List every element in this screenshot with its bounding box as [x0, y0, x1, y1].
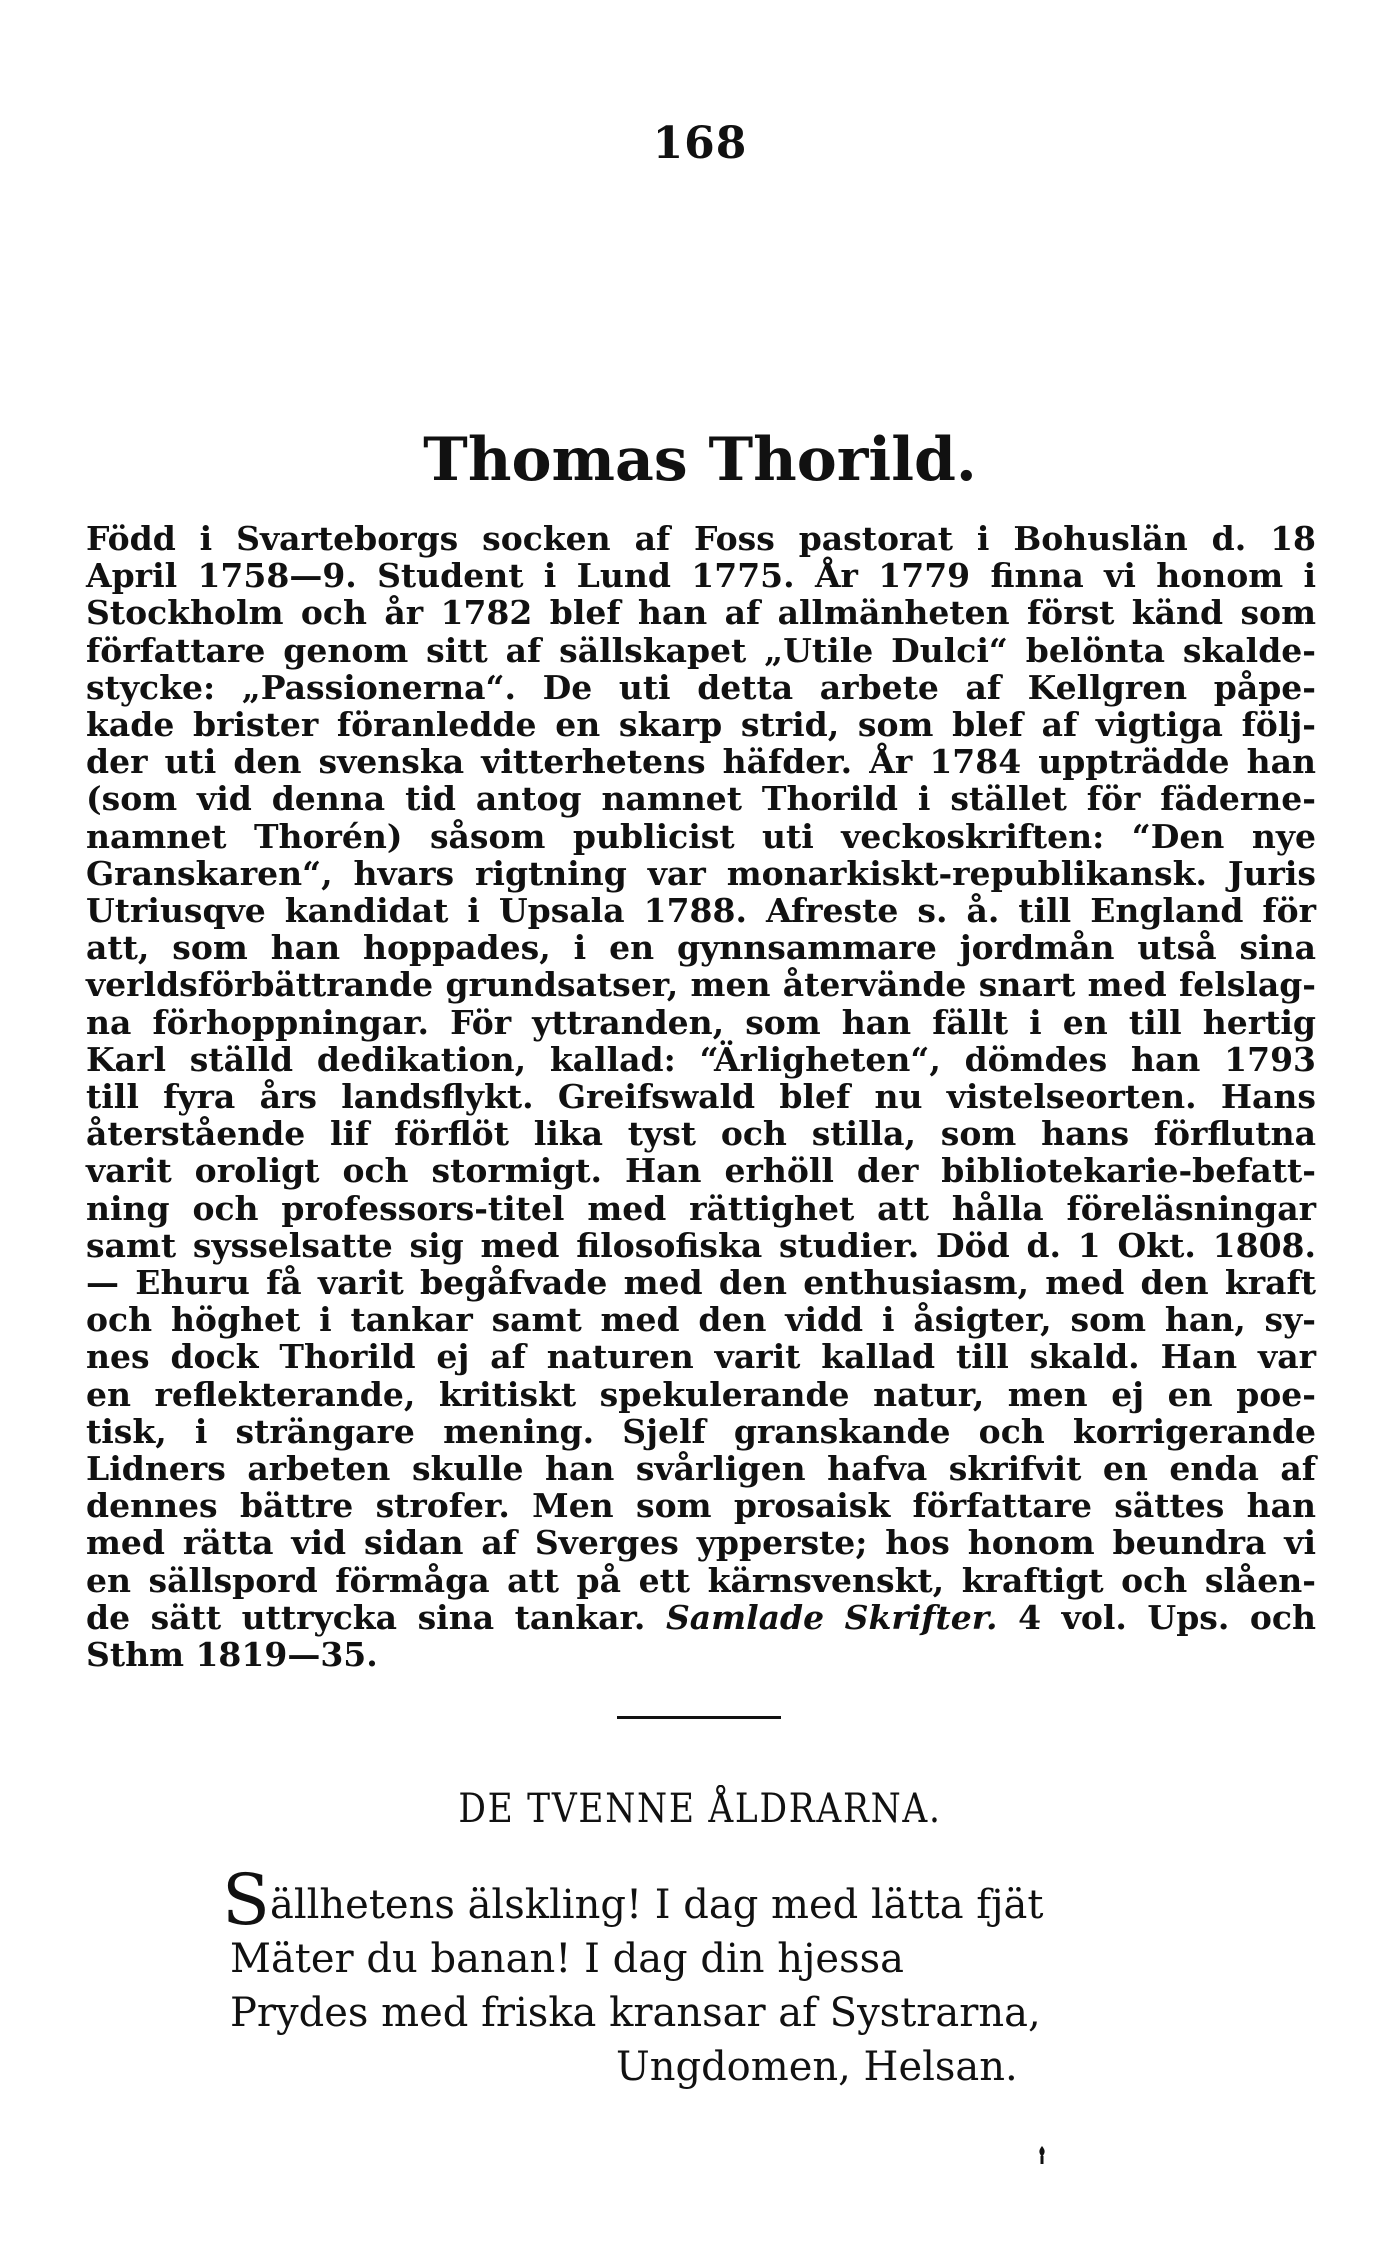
page-title: Thomas Thorild. [423, 425, 977, 495]
text-line: samt sysselsatte sig med filosofiska studier. Död d. 1 Okt. 1808. [86, 1225, 1316, 1265]
text-line: en sällspord förmåga att på ett kärnsvenskt, kraftigt och slåen- [86, 1560, 1316, 1600]
text-line: Granskaren“, hvars rigtning var monarkiskt-republikansk. Juris [86, 853, 1316, 893]
text-line: Född i Svarteborgs socken af Foss pastorat i Bohuslän d. 18 [86, 519, 1316, 558]
works-details: 4 vol. Ups. och [997, 1597, 1316, 1637]
text-line: författare genom sitt af sällskapet „Utile Dulci“ belönta skalde- [86, 630, 1316, 670]
text-line: namnet Thorén) såsom publicist uti veckoskriften: “Den nye [86, 816, 1316, 856]
text-line: verldsförbättrande grundsatser, men återvände snart med felslag- [86, 965, 1316, 1005]
text-line: Karl ställd dedikation, kallad: “Ärligheten“, dömdes han 1793 [86, 1039, 1316, 1079]
fleuron-icon [1030, 2143, 1054, 2167]
text-line: de sätt uttrycka sina tankar. [86, 1597, 646, 1637]
text-line: Utriusqve kandidat i Upsala 1788. Afreste s. å. till England för [86, 891, 1316, 931]
text-line: ning och professors-titel med rättighet att hålla föreläsningar [86, 1188, 1316, 1228]
page-number: 168 [652, 118, 748, 169]
poem-line: Prydes med friska kransar af Systrarna, [230, 1990, 1041, 2036]
text-line: dennes bättre strofer. Men som prosaisk författare sättes han [86, 1486, 1316, 1526]
text-line: (som vid denna tid antog namnet Thorild i stället för fäderne- [86, 779, 1316, 819]
poem-stanza [222, 1859, 1230, 2094]
text-line: återstående lif förflöt lika tyst och stilla, som hans förflutna [86, 1114, 1316, 1154]
poem-title: DE TVENNE ÅLDRARNA. [458, 1786, 942, 1832]
text-line: varit oroligt och stormigt. Han erhöll der bibliotekarie-befatt- [86, 1151, 1316, 1191]
citation-line [86, 1599, 1316, 1636]
biography-paragraph [86, 520, 1316, 1673]
poem-line-text: ällhetens älskling! I dag med lätta fjät [269, 1882, 1044, 1928]
text-line: kade brister föranledde en skarp strid, som blef af vigtiga följ- [86, 705, 1316, 745]
text-line: att, som han hoppades, i en gynnsammare jordmån utså sina [86, 928, 1316, 968]
poem-line: Mäter du banan! I dag din hjessa [230, 1936, 904, 1982]
text-line: Stockholm och år 1782 blef han af allmänheten först känd som [86, 593, 1316, 633]
text-line: — Ehuru få varit begåfvade med den enthusiasm, med den kraft [86, 1263, 1316, 1303]
text-line: med rätta vid sidan af Sverges ypperste; hos honom beundra vi [86, 1523, 1316, 1563]
text-line: nes dock Thorild ej af naturen varit kallad till skald. Han var [86, 1337, 1316, 1377]
text-line: Lidners arbeten skulle han svårligen hafva skrifvit en enda af [86, 1449, 1316, 1489]
drop-cap: S [222, 1859, 270, 1941]
text-line: der uti den svenska vitterhetens häfder. År 1784 uppträdde han [86, 742, 1316, 782]
poem-line: Ungdomen, Helsan. [616, 2044, 1018, 2090]
text-line: na förhoppningar. För yttranden, som han fällt i en till hertig [86, 1002, 1316, 1042]
section-divider [617, 1716, 781, 1719]
text-line: till fyra års landsflykt. Greifswald blef nu vistelseorten. Hans [86, 1077, 1316, 1117]
text-line: och höghet i tankar samt med den vidd i åsigter, som han, sy- [86, 1300, 1316, 1340]
works-title: Samlade Skrifter. [665, 1597, 998, 1637]
citation-last-line: Sthm 1819—35. [86, 1635, 378, 1675]
text-line: en reflekterande, kritiskt spekulerande natur, men ej en poe- [86, 1374, 1316, 1414]
text-line: April 1758—9. Student i Lund 1775. År 1779 finna vi honom i [86, 556, 1316, 596]
text-line: stycke: „Passionerna“. De uti detta arbete af Kellgren påpe- [86, 667, 1316, 707]
poem-line [222, 1859, 1230, 1941]
text-line: tisk, i strängare mening. Sjelf granskande och korrigerande [86, 1411, 1316, 1451]
